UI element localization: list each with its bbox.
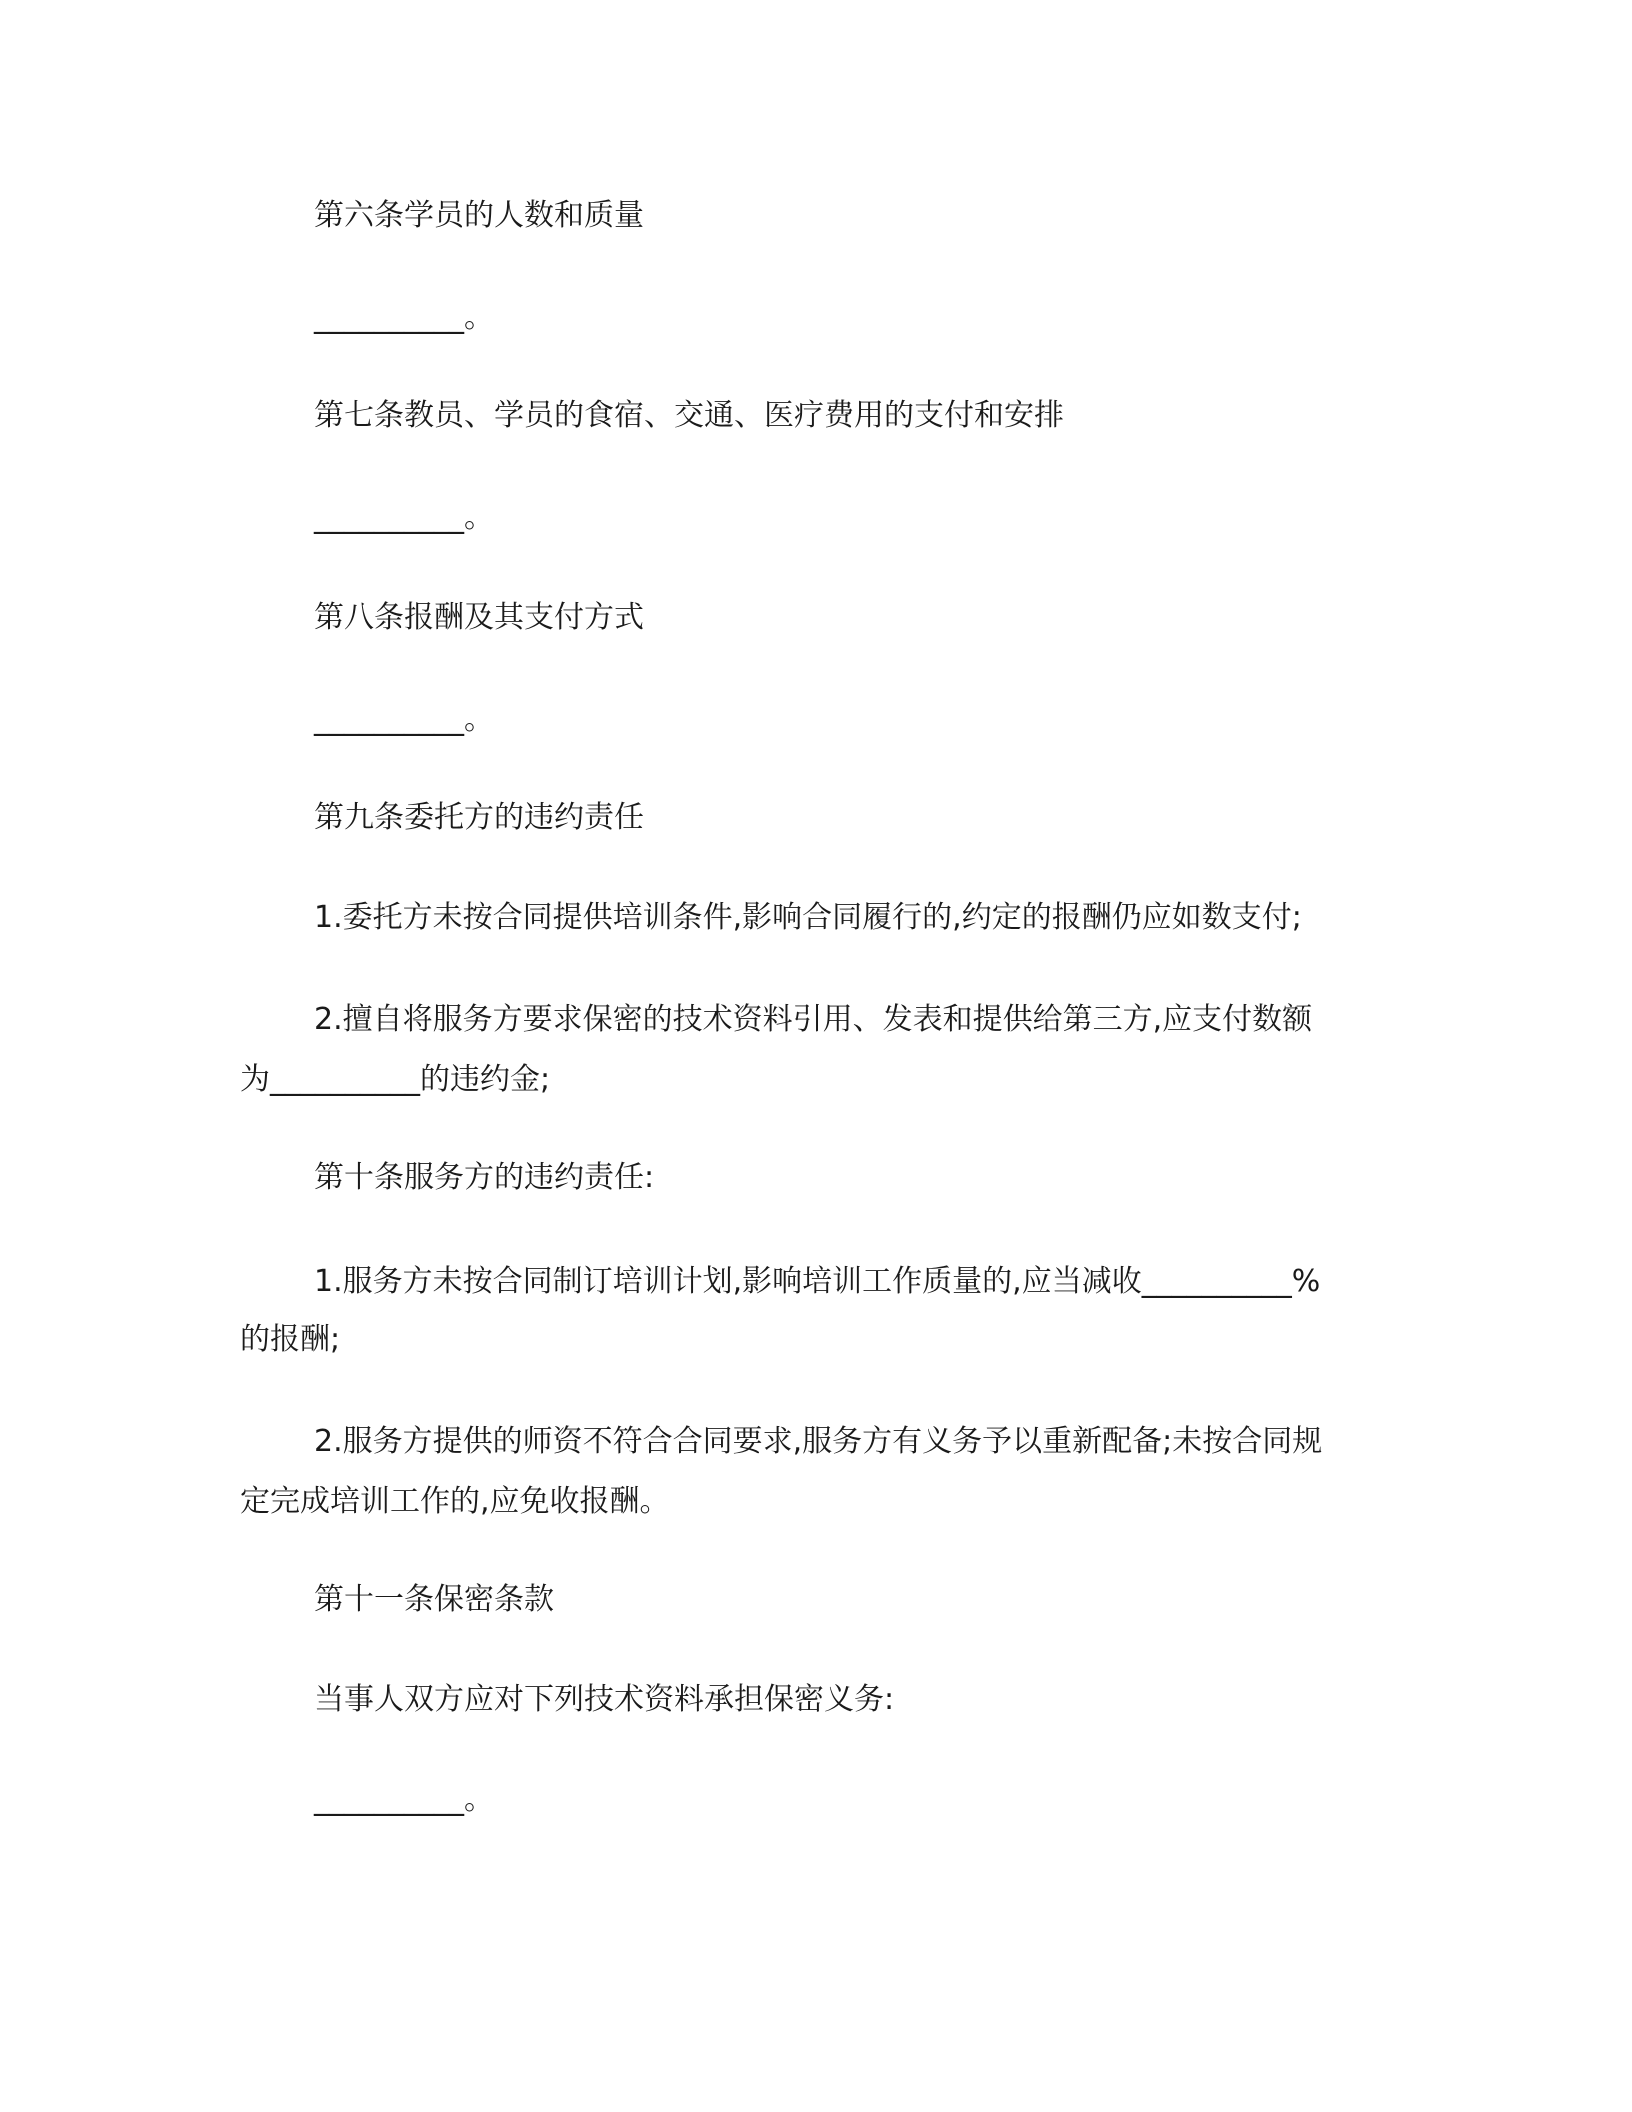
article-11-text: 当事人双方应对下列技术资料承担保密义务:: [314, 1682, 895, 1717]
article-9-item-1: 1.委托方未按合同提供培训条件,影响合同履行的,约定的报酬仍应如数支付;: [314, 900, 1302, 935]
article-9-item-2-line-1: 2.擅自将服务方要求保密的技术资料引用、发表和提供给第三方,应支付数额: [314, 1002, 1313, 1037]
article-6-blank: __________。: [314, 300, 494, 335]
article-10-item-1-line-1: 1.服务方未按合同制订培训计划,影响培训工作质量的,应当减收__________%: [314, 1264, 1321, 1299]
article-7-blank: __________。: [314, 500, 494, 535]
article-11-blank: __________。: [314, 1782, 494, 1817]
article-11-title: 第十一条保密条款: [314, 1582, 554, 1617]
article-10-item-2-line-1: 2.服务方提供的师资不符合合同要求,服务方有义务予以重新配备;未按合同规: [314, 1424, 1323, 1459]
article-10-item-2-line-2: 定完成培训工作的,应免收报酬。: [240, 1484, 670, 1519]
article-7-title: 第七条教员、学员的食宿、交通、医疗费用的支付和安排: [314, 398, 1064, 433]
article-8-title: 第八条报酬及其支付方式: [314, 600, 644, 635]
article-6-title: 第六条学员的人数和质量: [314, 198, 644, 233]
article-9-item-2-line-2: 为__________的违约金;: [240, 1062, 551, 1097]
article-8-blank: __________。: [314, 702, 494, 737]
article-10-item-1-line-2: 的报酬;: [240, 1322, 341, 1357]
article-9-title: 第九条委托方的违约责任: [314, 800, 644, 835]
article-10-title: 第十条服务方的违约责任:: [314, 1160, 655, 1195]
